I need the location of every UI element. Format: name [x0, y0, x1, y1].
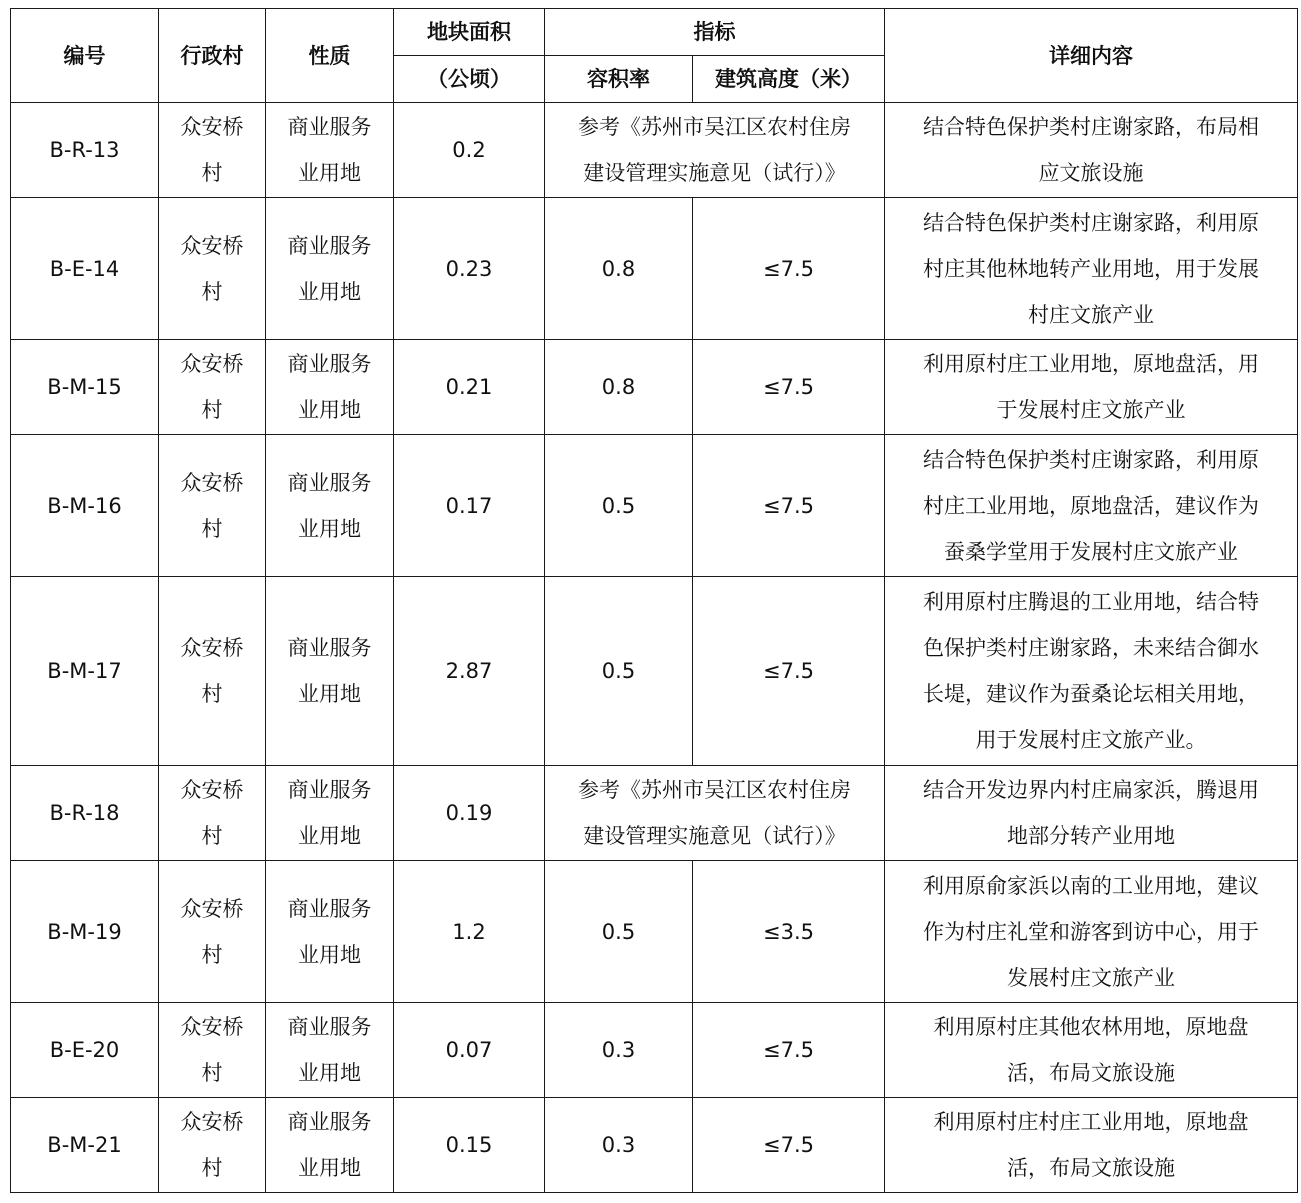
header-indicators: 指标	[545, 9, 885, 56]
cell-code	[11, 103, 159, 198]
cell-code-text: B-M-17	[47, 659, 122, 683]
cell-reference	[545, 766, 885, 861]
cell-reference-text: 参考《苏州市吴江区农村住房 建设管理实施意见（试行）》	[578, 778, 851, 848]
cell-detail	[885, 435, 1298, 577]
cell-code	[11, 435, 159, 577]
cell-far-text: 0.8	[601, 256, 636, 281]
cell-detail	[885, 198, 1298, 340]
cell-area	[394, 766, 545, 861]
cell-village	[159, 1003, 266, 1098]
cell-far	[545, 198, 693, 340]
cell-detail-text: 结合特色保护类村庄谢家路，布局相 应文旅设施	[923, 115, 1259, 185]
cell-area-text: 0.07	[445, 1038, 493, 1062]
cell-nature-text: 商业服务 业用地	[287, 352, 372, 422]
cell-height	[693, 435, 885, 577]
cell-nature	[266, 198, 394, 340]
cell-village	[159, 198, 266, 340]
header-row-1	[11, 9, 1298, 56]
cell-height-text: ≤3.5	[763, 919, 814, 944]
cell-far	[545, 340, 693, 435]
cell-area	[394, 435, 545, 577]
cell-area-text: 0.21	[445, 375, 493, 399]
cell-code	[11, 198, 159, 340]
cell-detail-text: 结合特色保护类村庄谢家路，利用原 村庄其他林地转产业用地，用于发展 村庄文旅产业	[923, 210, 1259, 327]
cell-height	[693, 198, 885, 340]
cell-detail	[885, 766, 1298, 861]
cell-village-text: 众安桥 村	[180, 233, 244, 304]
header-code: 编号	[11, 9, 159, 103]
cell-height	[693, 1098, 885, 1193]
cell-detail-text: 利用原村庄工业用地，原地盘活，用 于发展村庄文旅产业	[923, 352, 1259, 422]
cell-code-text: B-E-14	[49, 256, 120, 281]
cell-village	[159, 861, 266, 1003]
cell-far-text: 0.5	[601, 919, 636, 944]
cell-height-text: ≤7.5	[763, 1038, 814, 1062]
cell-nature-text: 商业服务 业用地	[287, 778, 372, 848]
cell-code-text: B-E-20	[49, 1038, 120, 1062]
cell-far-text: 0.5	[601, 659, 636, 683]
cell-height-text: ≤7.5	[763, 256, 814, 281]
header-detail: 详细内容	[885, 9, 1298, 103]
cell-far	[545, 861, 693, 1003]
cell-far-text: 0.5	[601, 493, 636, 518]
cell-nature	[266, 435, 394, 577]
cell-detail	[885, 103, 1298, 198]
cell-village-text: 众安桥 村	[180, 470, 244, 541]
cell-area	[394, 1098, 545, 1193]
cell-area	[394, 340, 545, 435]
cell-detail-text: 利用原村庄其他农林用地，原地盘 活，布局文旅设施	[933, 1015, 1249, 1085]
table-row	[11, 103, 1298, 198]
table-row	[11, 1003, 1298, 1098]
cell-village	[159, 577, 266, 766]
cell-detail-text: 利用原俞家浜以南的工业用地，建议 作为村庄礼堂和游客到访中心，用于 发展村庄文旅产业	[923, 873, 1259, 990]
cell-village-text: 众安桥 村	[180, 778, 244, 848]
cell-height	[693, 577, 885, 766]
cell-nature-text: 商业服务 业用地	[287, 1015, 372, 1085]
cell-area	[394, 577, 545, 766]
header-village: 行政村	[159, 9, 266, 103]
cell-nature	[266, 103, 394, 198]
cell-code	[11, 861, 159, 1003]
cell-reference	[545, 103, 885, 198]
cell-detail	[885, 861, 1298, 1003]
cell-detail	[885, 1098, 1298, 1193]
cell-area-text: 1.2	[452, 919, 486, 944]
cell-far	[545, 1098, 693, 1193]
cell-far-text: 0.3	[601, 1038, 636, 1062]
cell-village	[159, 103, 266, 198]
cell-village-text: 众安桥 村	[180, 1015, 244, 1085]
cell-area-text: 0.23	[445, 256, 493, 281]
cell-nature-text: 商业服务 业用地	[287, 1110, 372, 1180]
cell-nature-text: 商业服务 业用地	[287, 115, 372, 185]
table-row	[11, 435, 1298, 577]
cell-code-text: B-M-16	[47, 493, 122, 518]
cell-area-text: 2.87	[445, 659, 493, 683]
cell-code	[11, 766, 159, 861]
cell-height-text: ≤7.5	[763, 375, 814, 399]
cell-detail	[885, 1003, 1298, 1098]
cell-village-text: 众安桥 村	[180, 1110, 244, 1180]
cell-code-text: B-M-19	[47, 919, 122, 944]
cell-nature	[266, 766, 394, 861]
cell-far	[545, 435, 693, 577]
cell-nature	[266, 340, 394, 435]
cell-village	[159, 766, 266, 861]
table-row	[11, 198, 1298, 340]
cell-nature-text: 商业服务 业用地	[287, 636, 372, 706]
header-nature: 性质	[266, 9, 394, 103]
table-row	[11, 1098, 1298, 1193]
cell-height-text: ≤7.5	[763, 1133, 814, 1157]
cell-height	[693, 1003, 885, 1098]
cell-height	[693, 340, 885, 435]
header-height: 建筑高度（米）	[693, 56, 885, 103]
cell-nature	[266, 577, 394, 766]
cell-code-text: B-R-18	[49, 801, 120, 825]
cell-reference-text: 参考《苏州市吴江区农村住房 建设管理实施意见（试行）》	[578, 115, 851, 185]
cell-village	[159, 1098, 266, 1193]
cell-village	[159, 340, 266, 435]
cell-code	[11, 340, 159, 435]
cell-village-text: 众安桥 村	[180, 352, 244, 422]
table-row	[11, 861, 1298, 1003]
cell-code-text: B-R-13	[49, 138, 120, 162]
header-area-line1: 地块面积	[394, 9, 545, 56]
land-parcel-table	[10, 8, 1298, 1193]
cell-detail	[885, 340, 1298, 435]
cell-code-text: B-M-21	[47, 1133, 122, 1157]
table-row	[11, 766, 1298, 861]
header-far: 容积率	[545, 56, 693, 103]
cell-area-text: 0.17	[445, 493, 493, 518]
cell-code-text: B-M-15	[47, 375, 122, 399]
cell-nature	[266, 861, 394, 1003]
cell-village-text: 众安桥 村	[180, 115, 244, 185]
cell-village-text: 众安桥 村	[180, 896, 244, 967]
cell-nature	[266, 1003, 394, 1098]
cell-code	[11, 577, 159, 766]
cell-nature-text: 商业服务 业用地	[287, 896, 372, 967]
cell-nature-text: 商业服务 业用地	[287, 470, 372, 541]
cell-height	[693, 861, 885, 1003]
table-row	[11, 340, 1298, 435]
cell-far-text: 0.3	[601, 1133, 636, 1157]
cell-code	[11, 1003, 159, 1098]
cell-far-text: 0.8	[601, 375, 636, 399]
cell-village-text: 众安桥 村	[180, 636, 244, 706]
cell-far	[545, 1003, 693, 1098]
header-area-line2: （公顷）	[394, 56, 545, 103]
cell-height-text: ≤7.5	[763, 659, 814, 683]
cell-area-text: 0.19	[445, 801, 493, 825]
cell-nature-text: 商业服务 业用地	[287, 233, 372, 304]
cell-area-text: 0.15	[445, 1133, 493, 1157]
cell-village	[159, 435, 266, 577]
cell-code	[11, 1098, 159, 1193]
cell-area-text: 0.2	[452, 138, 486, 162]
cell-detail-text: 结合开发边界内村庄扁家浜，腾退用 地部分转产业用地	[923, 778, 1259, 848]
cell-area	[394, 1003, 545, 1098]
cell-detail-text: 利用原村庄村庄工业用地，原地盘 活，布局文旅设施	[933, 1110, 1249, 1180]
cell-area	[394, 198, 545, 340]
cell-area	[394, 861, 545, 1003]
cell-detail-text: 结合特色保护类村庄谢家路，利用原 村庄工业用地，原地盘活，建议作为 蚕桑学堂用于发展村庄文旅产业	[923, 447, 1259, 564]
cell-height-text: ≤7.5	[763, 493, 814, 518]
cell-far	[545, 577, 693, 766]
cell-detail-text: 利用原村庄腾退的工业用地，结合特 色保护类村庄谢家路，未来结合御水 长堤，建议作为蚕桑论坛相关用地， 用于发展村庄文旅产业。	[923, 590, 1259, 752]
table-row	[11, 577, 1298, 766]
table-body	[11, 103, 1298, 1193]
cell-area	[394, 103, 545, 198]
cell-detail	[885, 577, 1298, 766]
cell-nature	[266, 1098, 394, 1193]
